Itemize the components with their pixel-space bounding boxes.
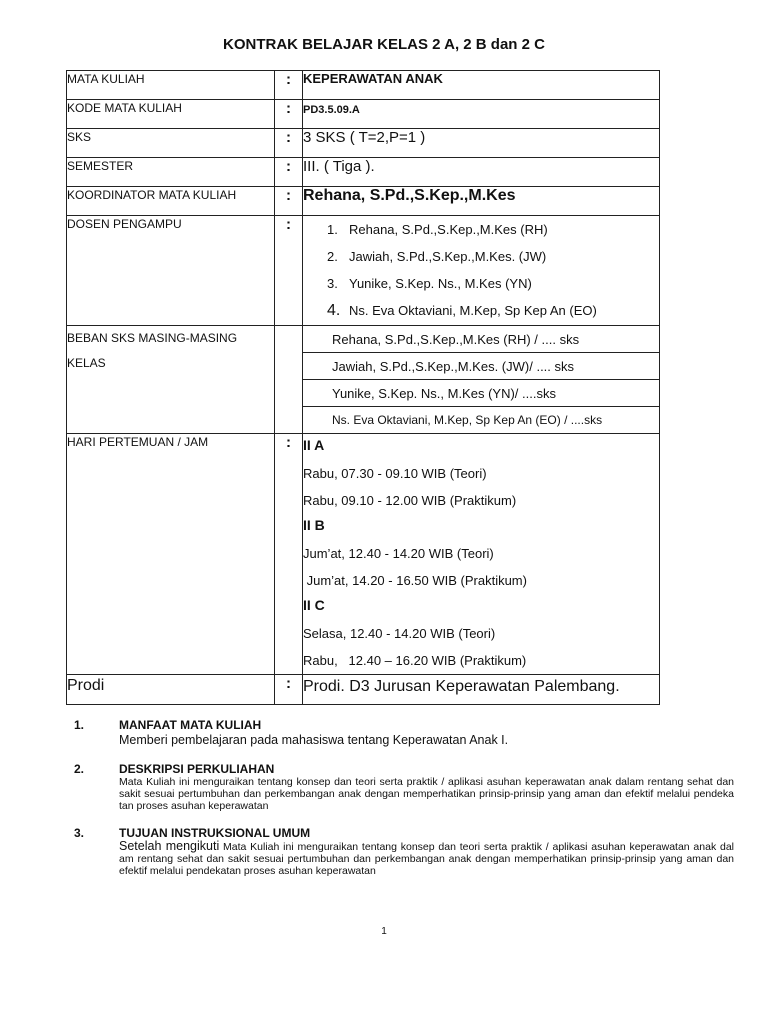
row-hari (67, 434, 660, 675)
beban-colon-empty (275, 326, 303, 434)
colon: : (275, 216, 303, 326)
label-mata-kuliah: MATA KULIAH (67, 71, 275, 100)
section-text: Memberi pembelajaran pada mahasiswa tentang Keperawatan Anak I. (119, 733, 509, 747)
schedule-line: Jum’at, 12.40 - 14.20 WIB (Teori) (303, 546, 494, 561)
page-number: 1 (381, 926, 387, 937)
section-number: 2. (74, 762, 85, 776)
value-mata-kuliah: KEPERAWATAN ANAK (303, 71, 660, 100)
dosen-item (303, 270, 659, 297)
row-semester (67, 158, 660, 187)
dosen-name: Jawiah, S.Pd.,S.Kep.,M.Kes. (JW) (349, 249, 547, 264)
label-beban-line2: KELAS (67, 356, 106, 370)
beban-item: Ns. Eva Oktaviani, M.Kep, Sp Kep An (EO) / ....sks (332, 413, 603, 427)
section-number: 1. (74, 718, 85, 732)
value-koordinator: Rehana, S.Pd.,S.Kep.,M.Kes (303, 187, 660, 216)
beban-item: Yunike, S.Kep. Ns., M.Kes (YN)/ ....sks (303, 380, 659, 407)
dosen-num: 1. (327, 222, 338, 237)
label-beban-line1: BEBAN SKS MASING-MASING (67, 331, 238, 345)
dosen-list (303, 216, 659, 324)
beban-item: Jawiah, S.Pd.,S.Kep.,M.Kes. (JW)/ .... sks (303, 353, 659, 380)
label-sks: SKS (67, 129, 275, 158)
label-prodi: Prodi (67, 675, 275, 705)
row-sks (67, 129, 660, 158)
section-text-wrapper (119, 840, 734, 877)
section-text: Mata Kuliah ini menguraikan tentang konsep dan teori serta praktik / aplikasi asuhan keperawatan anak dal am rentang sehat dan sakit sesuai pertumbuhan dan perkembangan anak dengan memperhatikan prinsip-prinsip yang aman dan efektif melalui pendekatan proses asuhan keperawatan (119, 841, 734, 877)
label-kode: KODE MATA KULIAH (67, 100, 275, 129)
schedule-line: Jum’at, 14.20 - 16.50 WIB (Praktikum) (303, 573, 527, 588)
colon: : (275, 675, 303, 705)
label-beban (67, 326, 275, 434)
row-prodi (67, 675, 660, 705)
section-text: Mata Kuliah ini menguraikan tentang konsep dan teori serta praktik / aplikasi asuhan keperawatan anak dalam rentang sehat dan sakit sesuai pertumbuhan dan perkembangan anak dengan memperhatikan prinsip-prinsip yang aman dan efektif melalui pendeka tan proses asuhan keperawatan (119, 776, 734, 812)
section-heading: TUJUAN INSTRUKSIONAL UMUM (119, 826, 311, 840)
value-kode: PD3.5.09.A (303, 100, 660, 129)
section-lead: Setelah mengikuti (119, 839, 220, 853)
section-heading: MANFAAT MATA KULIAH (119, 718, 262, 732)
schedule (303, 434, 660, 675)
document-title: KONTRAK BELAJAR KELAS 2 A, 2 B dan 2 C (223, 36, 545, 53)
colon: : (275, 129, 303, 158)
dosen-item (303, 243, 659, 270)
value-semester: III. ( Tiga ). (303, 158, 660, 187)
section-tujuan (74, 826, 734, 877)
dosen-num: 2. (327, 249, 338, 264)
label-dosen: DOSEN PENGAMPU (67, 216, 275, 326)
colon: : (275, 100, 303, 129)
schedule-line: Rabu, 09.10 - 12.00 WIB (Praktikum) (303, 493, 517, 508)
dosen-num: 3. (327, 276, 338, 291)
row-dosen (67, 216, 660, 326)
section-number: 3. (74, 826, 85, 840)
row-beban (67, 326, 660, 434)
dosen-item (303, 216, 659, 243)
schedule-group-name: II B (303, 517, 325, 533)
sections (74, 718, 734, 891)
schedule-line: Rabu, 07.30 - 09.10 WIB (Teori) (303, 466, 487, 481)
row-kode (67, 100, 660, 129)
section-heading: DESKRIPSI PERKULIAHAN (119, 762, 275, 776)
value-sks: 3 SKS ( T=2,P=1 ) (303, 129, 660, 158)
row-mata-kuliah (67, 71, 660, 100)
section-deskripsi (74, 762, 734, 812)
colon: : (275, 158, 303, 187)
schedule-group-name: II A (303, 437, 325, 453)
dosen-name: Ns. Eva Oktaviani, M.Kep, Sp Kep An (EO) (349, 303, 597, 318)
course-info-table (66, 70, 660, 705)
colon: : (275, 71, 303, 100)
schedule-line: Selasa, 12.40 - 14.20 WIB (Teori) (303, 626, 496, 641)
schedule-group-name: II C (303, 597, 325, 613)
label-koordinator: KOORDINATOR MATA KULIAH (67, 187, 275, 216)
colon: : (275, 434, 303, 675)
value-prodi: Prodi. D3 Jurusan Keperawatan Palembang. (303, 675, 660, 705)
beban-item: Rehana, S.Pd.,S.Kep.,M.Kes (RH) / .... sks (303, 326, 659, 353)
dosen-item (303, 297, 659, 324)
dosen-name: Yunike, S.Kep. Ns., M.Kes (YN) (349, 276, 532, 291)
schedule-line: Rabu, 12.40 – 16.20 WIB (Praktikum) (303, 653, 527, 668)
label-hari: HARI PERTEMUAN / JAM (67, 434, 275, 675)
dosen-name: Rehana, S.Pd.,S.Kep.,M.Kes (RH) (349, 222, 548, 237)
section-manfaat (74, 718, 734, 748)
dosen-num: 4. (327, 301, 341, 319)
label-semester: SEMESTER (67, 158, 275, 187)
row-koordinator (67, 187, 660, 216)
colon: : (275, 187, 303, 216)
